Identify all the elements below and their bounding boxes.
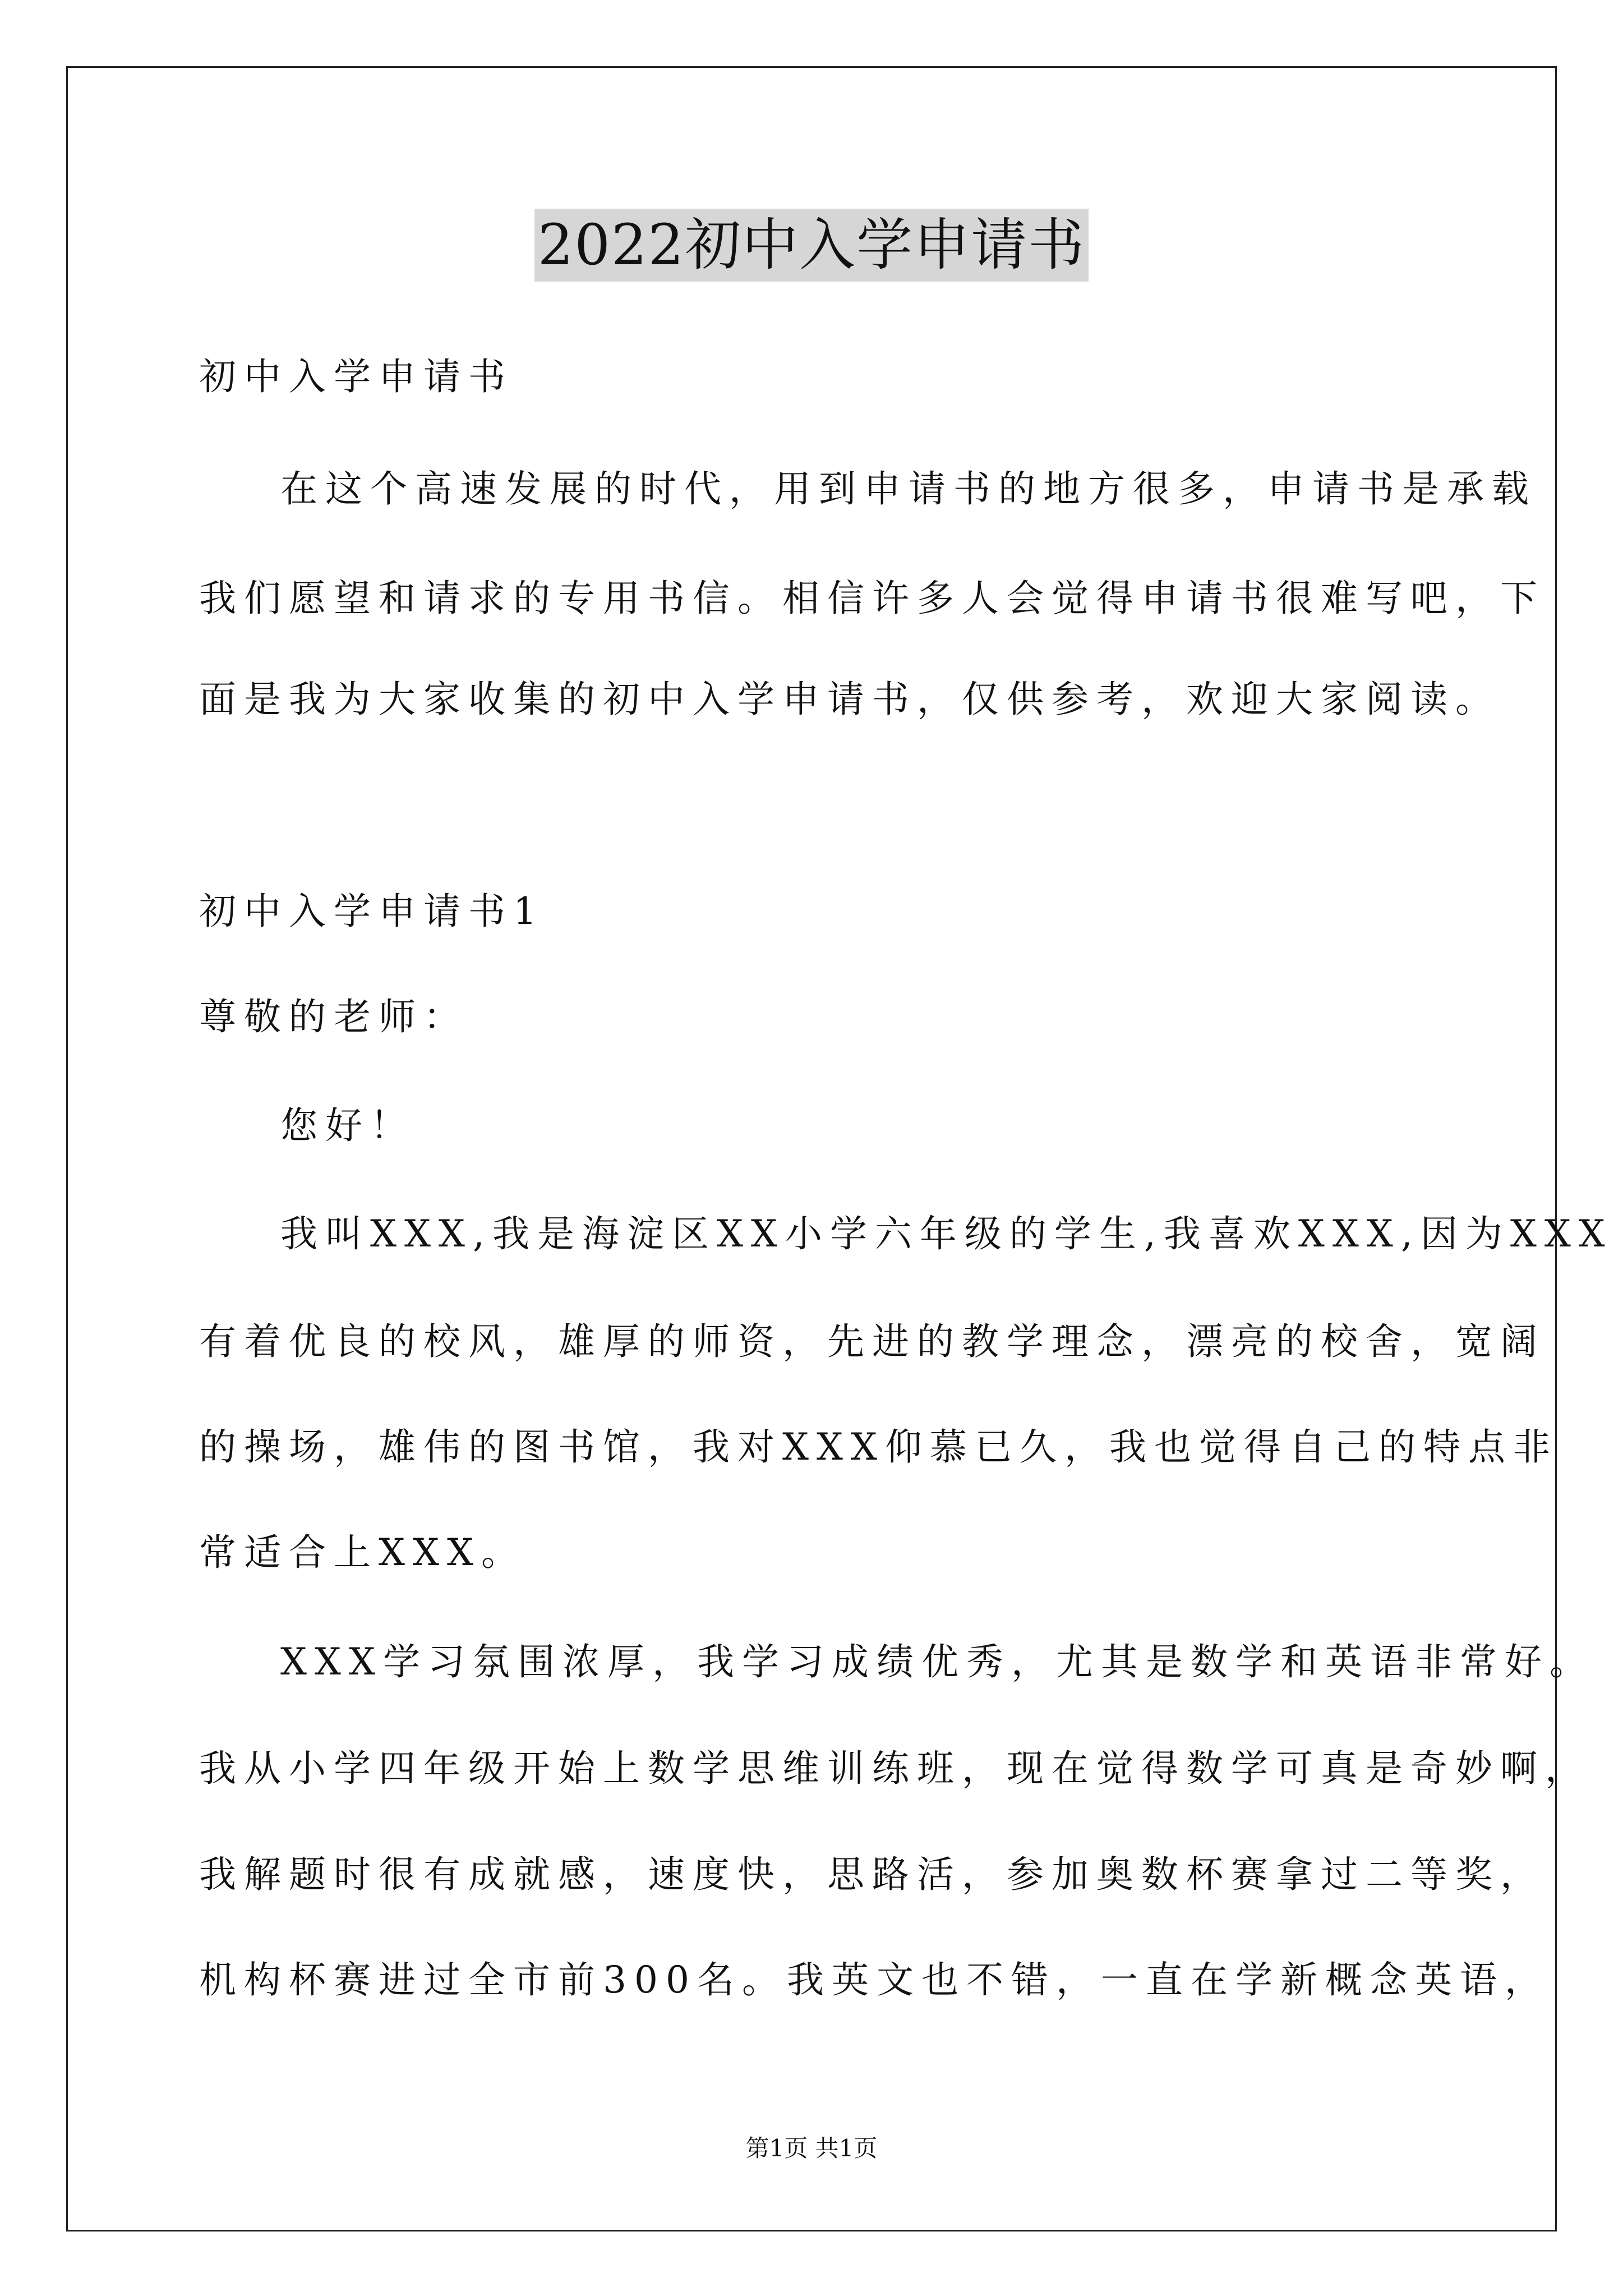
subtitle-line: 初中入学申请书 (199, 355, 513, 398)
paragraph-line: 我叫XXX,我是海淀区XX小学六年级的学生,我喜欢XXX,因为XXX (280, 1212, 1613, 1255)
paragraph-line: 有着优良的校风，雄厚的师资，先进的教学理念，漂亮的校舍，宽阔 (199, 1320, 1545, 1363)
paragraph-line: 我解题时很有成就感，速度快，思路活，参加奥数杯赛拿过二等奖， (199, 1853, 1545, 1896)
title-container (0, 209, 1623, 282)
section-heading: 初中入学申请书1 (199, 890, 545, 933)
paragraph-line: 我们愿望和请求的专用书信。相信许多人会觉得申请书很难写吧，下 (199, 577, 1545, 620)
paragraph-line: XXX学习氛围浓厚，我学习成绩优秀，尤其是数学和英语非常好。 (280, 1640, 1594, 1683)
paragraph-line: 常适合上XXX。 (199, 1531, 526, 1574)
document-title: 2022初中入学申请书 (534, 209, 1089, 282)
salutation: 尊敬的老师： (199, 995, 468, 1038)
paragraph-line: 机构杯赛进过全市前300名。我英文也不错，一直在学新概念英语， (199, 1958, 1550, 2001)
greeting: 您好！ (280, 1104, 415, 1147)
paragraph-line: 在这个高速发展的时代，用到申请书的地方很多，申请书是承载 (280, 467, 1537, 510)
paragraph-line: 的操场，雄伟的图书馆，我对XXX仰慕已久，我也觉得自己的特点非 (199, 1425, 1558, 1469)
page-number-footer: 第1页 共1页 (745, 2134, 878, 2162)
paragraph-line: 面是我为大家收集的初中入学申请书，仅供参考，欢迎大家阅读。 (199, 678, 1500, 721)
paragraph-line: 我从小学四年级开始上数学思维训练班，现在觉得数学可真是奇妙啊， (199, 1747, 1590, 1790)
